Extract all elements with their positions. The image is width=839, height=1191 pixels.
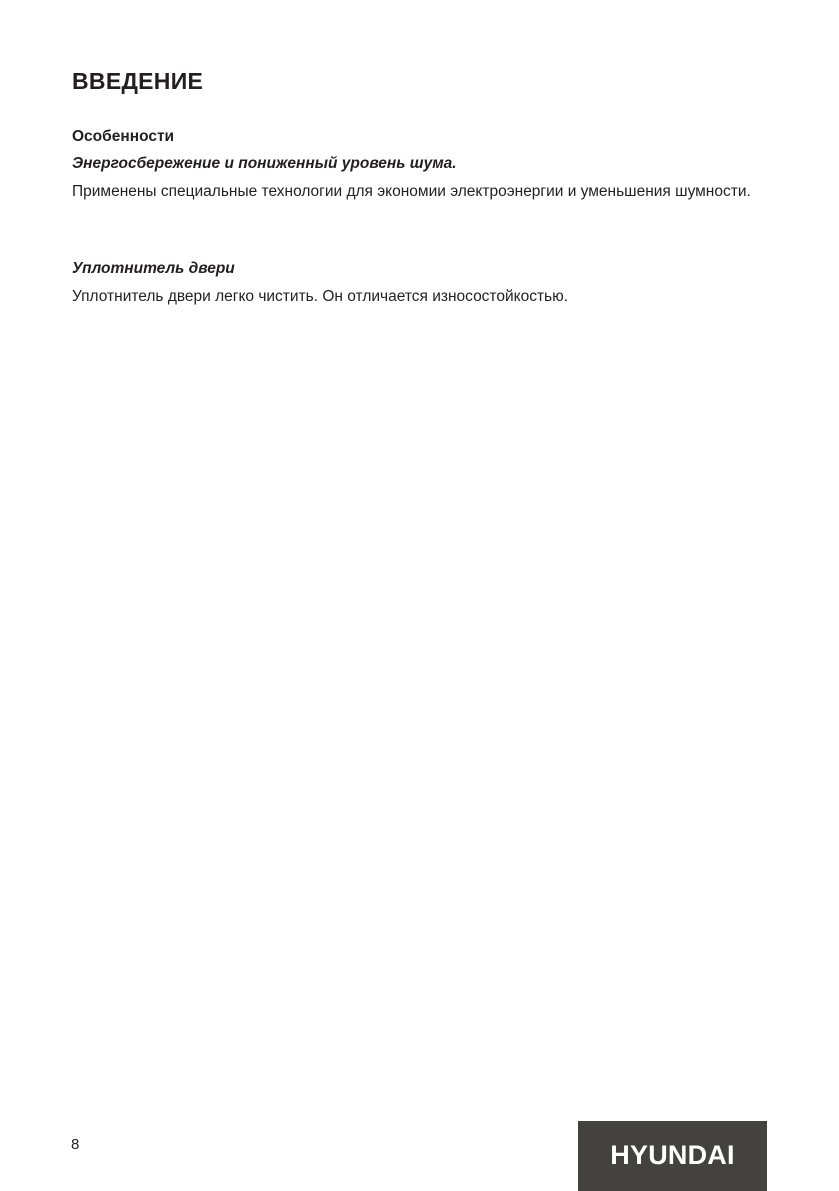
section-heading-features: Особенности: [72, 128, 175, 145]
subheading-door-seal: Уплотнитель двери: [72, 260, 235, 277]
paragraph-door-seal: Уплотнитель двери легко чистить. Он отличается износостойкостью.: [72, 288, 569, 305]
page-number: 8: [71, 1136, 80, 1153]
subheading-energy-saving: Энергосбережение и пониженный уровень шума.: [72, 155, 457, 172]
hyundai-logo: [578, 1121, 767, 1191]
page-title: ВВЕДЕНИЕ: [72, 68, 204, 94]
logo-text: HYUNDAI: [610, 1139, 735, 1170]
paragraph-energy-saving: Применены специальные технологии для экономии электроэнергии и уменьшения шумности.: [72, 183, 751, 200]
